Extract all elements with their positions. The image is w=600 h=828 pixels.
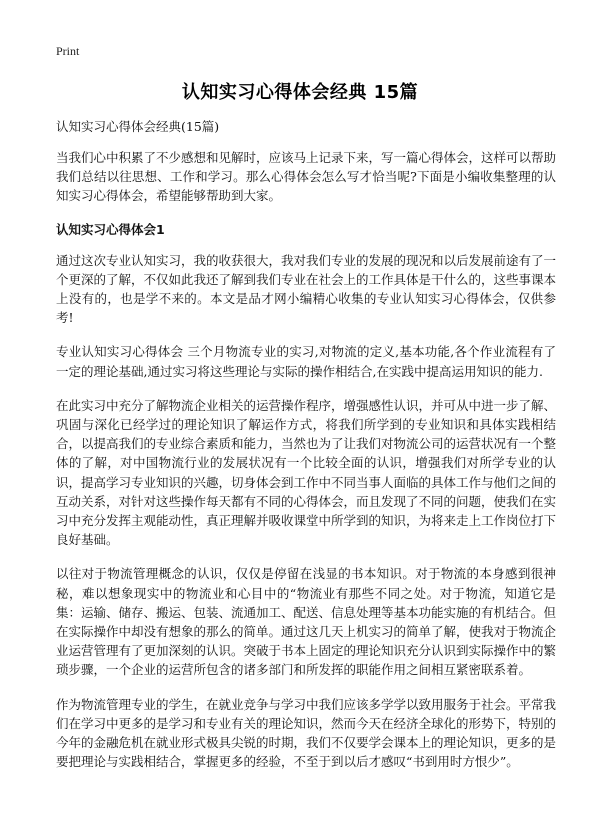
body-paragraph: 专业认知实习心得体会 三个月物流专业的实习,对物流的定义,基本功能,各个作业流程有了一定的理论基础,通过实习将这些理论与实际的操作相结合,在实践中提高运用知识的能力. [56,344,556,379]
body-paragraph: 通过这次专业认知实习，我的收获很大，我对我们专业的发展的现况和以后发展前途有了一个更深的了解，不仅如此我还了解到我们专业在社会上的工作具体是干什么的，这些事课本上没有的，也是学不来的。本文是品才网小编精心收集的专业认知实习心得体会，仅供参考! [56,252,557,326]
document-subtitle: 认知实习心得体会经典(15篇) [56,119,220,134]
document-body [56,118,556,786]
print-link[interactable]: Print [56,44,80,58]
section-heading: 认知实习心得体会1 [56,221,165,237]
intro-paragraph: 当我们心中积累了不少感想和见解时，应该马上记录下来，写一篇心得体会，这样可以帮助我们总结以往思想、工作和学习。那么心得体会怎么写才恰当呢?下面是小编收集整理的认知实习心得体会，希望能够帮助到大家。 [56,150,557,204]
document-title: 认知实习心得体会经典 15篇 [181,82,419,103]
body-paragraph: 作为物流管理专业的学生，在就业竞争与学习中我们应该多学学以致用服务于社会。平常我们在学习中更多的是学习和专业有关的理论知识，然而今天在经济全球化的形势下，特别的今年的金融危机在就业形式极具尖锐的时期，我们不仅要学会课本上的理论知识，更多的是要把理论与实践相结合，掌握更多的经验，不至于到以后才感叹“书到用时方恨少”。 [56,696,557,770]
body-paragraph: 在此实习中充分了解物流企业相关的运营操作程序，增强感性认识，并可从中进一步了解、巩固与深化已经学过的理论知识了解运作方式，将我们所学到的专业知识和具体实践相结合，以提高我们的专业综合素质和能力，当然也为了让我们对物流公司的运营状况有一个整体的了解，对中国物流行业的发展状况有一个比较全面的认识，增强我们对所学专业的认识，提高学习专业知识的兴趣，切身体会到工作中不同当事人面临的具体工作与他们之间的互动关系，对针对这些操作每天都有不同的心得体会，而且发现了不同的问题，使我们在实习中充分发挥主观能动性，真正理解并吸收课堂中所学到的知识，为将来走上工作岗位打下良好基础。 [56,397,557,548]
body-paragraph: 以往对于物流管理概念的认识，仅仅是停留在浅显的书本知识。对于物流的本身感到很神秘，难以想象现实中的物流业和心目中的“物流业有那些不同之处。对于物流，知道它是集：运输、储存、搬运、包装、流通加工、配送、信息处理等基本功能实施的有机结合。但在实际操作中却没有想象的那么的简单。通过这几天上机实习的简单了解，使我对于物流企业运营管理有了更加深刻的认识。突破于书本上固定的理论知识充分认识到实际操作中的繁琐步骤，一个企业的运营所包含的诸多部门和所发挥的职能作用之间相互紧密联系着。 [56,566,557,678]
